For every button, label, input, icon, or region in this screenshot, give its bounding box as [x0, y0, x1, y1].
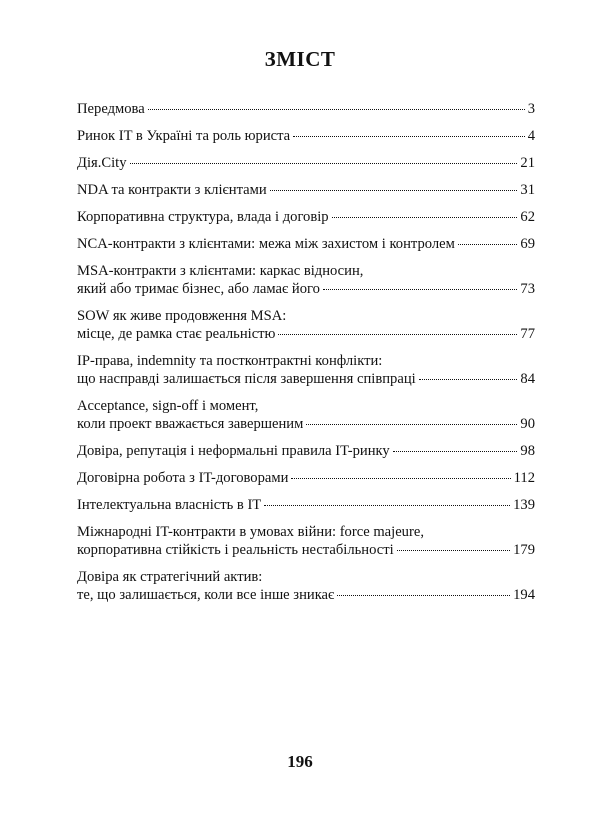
toc-entry-page: 77 — [520, 326, 535, 342]
dot-leader — [293, 136, 525, 137]
dot-leader — [397, 550, 510, 551]
toc-entry[interactable] — [77, 523, 535, 559]
toc-entry-title-line1: IP-права, indemnity та постконтрактні конфлікти: — [77, 353, 383, 369]
toc-entry-title-line1: Acceptance, sign-off і момент, — [77, 398, 259, 414]
table-of-contents — [77, 100, 535, 613]
toc-entry-page: 69 — [520, 236, 535, 252]
toc-entry-title: Договірна робота з IT-договорами — [77, 470, 289, 486]
toc-entry-page: 98 — [520, 443, 535, 459]
dot-leader — [458, 244, 518, 245]
toc-entry[interactable] — [77, 127, 535, 145]
toc-entry-page: 84 — [520, 371, 535, 387]
toc-entry[interactable] — [77, 469, 535, 487]
toc-entry-title: корпоративна стійкість і реальність нестабільності — [77, 542, 394, 558]
dot-leader — [130, 163, 518, 164]
toc-entry-title: те, що залишається, коли все інше зникає — [77, 587, 335, 603]
toc-entry-title: Корпоративна структура, влада і договір — [77, 209, 329, 225]
toc-entry-title: коли проект вважається завершеним — [77, 416, 304, 432]
toc-entry[interactable] — [77, 208, 535, 226]
toc-entry[interactable] — [77, 307, 535, 343]
toc-entry[interactable] — [77, 442, 535, 460]
dot-leader — [419, 379, 518, 380]
toc-entry-page: 3 — [527, 101, 535, 117]
toc-entry-page: 4 — [527, 128, 535, 144]
toc-entry[interactable] — [77, 262, 535, 298]
toc-entry-title: місце, де рамка стає реальністю — [77, 326, 276, 342]
toc-entry[interactable] — [77, 100, 535, 118]
toc-entry-title: що насправді залишається після завершення співпраці — [77, 371, 416, 387]
toc-entry[interactable] — [77, 496, 535, 514]
toc-entry-title: Довіра, репутація і неформальні правила IT-ринку — [77, 443, 390, 459]
toc-entry-title: NCA-контракти з клієнтами: межа між захистом і контролем — [77, 236, 455, 252]
toc-entry-title-line1: SOW як живе продовження MSA: — [77, 308, 287, 324]
toc-entry-title: NDA та контракти з клієнтами — [77, 182, 267, 198]
toc-entry[interactable] — [77, 235, 535, 253]
toc-entry-title-line1: MSA-контракти з клієнтами: каркас відносин, — [77, 263, 364, 279]
dot-leader — [278, 334, 517, 335]
dot-leader — [393, 451, 518, 452]
toc-entry[interactable] — [77, 352, 535, 388]
toc-entry-page: 112 — [513, 470, 535, 486]
toc-entry-title-line1: Довіра як стратегічний актив: — [77, 569, 263, 585]
toc-entry-page: 73 — [520, 281, 535, 297]
toc-entry[interactable] — [77, 154, 535, 172]
toc-entry-page: 21 — [520, 155, 535, 171]
dot-leader — [291, 478, 510, 479]
dot-leader — [270, 190, 518, 191]
toc-entry-page: 62 — [520, 209, 535, 225]
dot-leader — [323, 289, 517, 290]
toc-entry[interactable] — [77, 397, 535, 433]
toc-entry-title: Ринок IT в Україні та роль юриста — [77, 128, 291, 144]
page-number: 196 — [287, 752, 313, 771]
toc-entry-title: Інтелектуальна власність в IT — [77, 497, 262, 513]
toc-entry-title: Передмова — [77, 101, 145, 117]
toc-entry-page: 179 — [513, 542, 535, 558]
dot-leader — [337, 595, 510, 596]
toc-entry-page: 31 — [520, 182, 535, 198]
toc-entry-page: 139 — [513, 497, 535, 513]
page-title: ЗМІСТ — [264, 47, 336, 71]
toc-entry[interactable] — [77, 568, 535, 604]
toc-entry-page: 90 — [520, 416, 535, 432]
toc-entry-title: Дія.City — [77, 155, 127, 171]
toc-entry[interactable] — [77, 181, 535, 199]
toc-entry-title: який або тримає бізнес, або ламає його — [77, 281, 320, 297]
dot-leader — [148, 109, 525, 110]
toc-entry-title-line1: Міжнародні IT-контракти в умовах війни: force majeure, — [77, 524, 424, 540]
dot-leader — [264, 505, 510, 506]
dot-leader — [332, 217, 518, 218]
dot-leader — [306, 424, 517, 425]
toc-entry-page: 194 — [513, 587, 535, 603]
